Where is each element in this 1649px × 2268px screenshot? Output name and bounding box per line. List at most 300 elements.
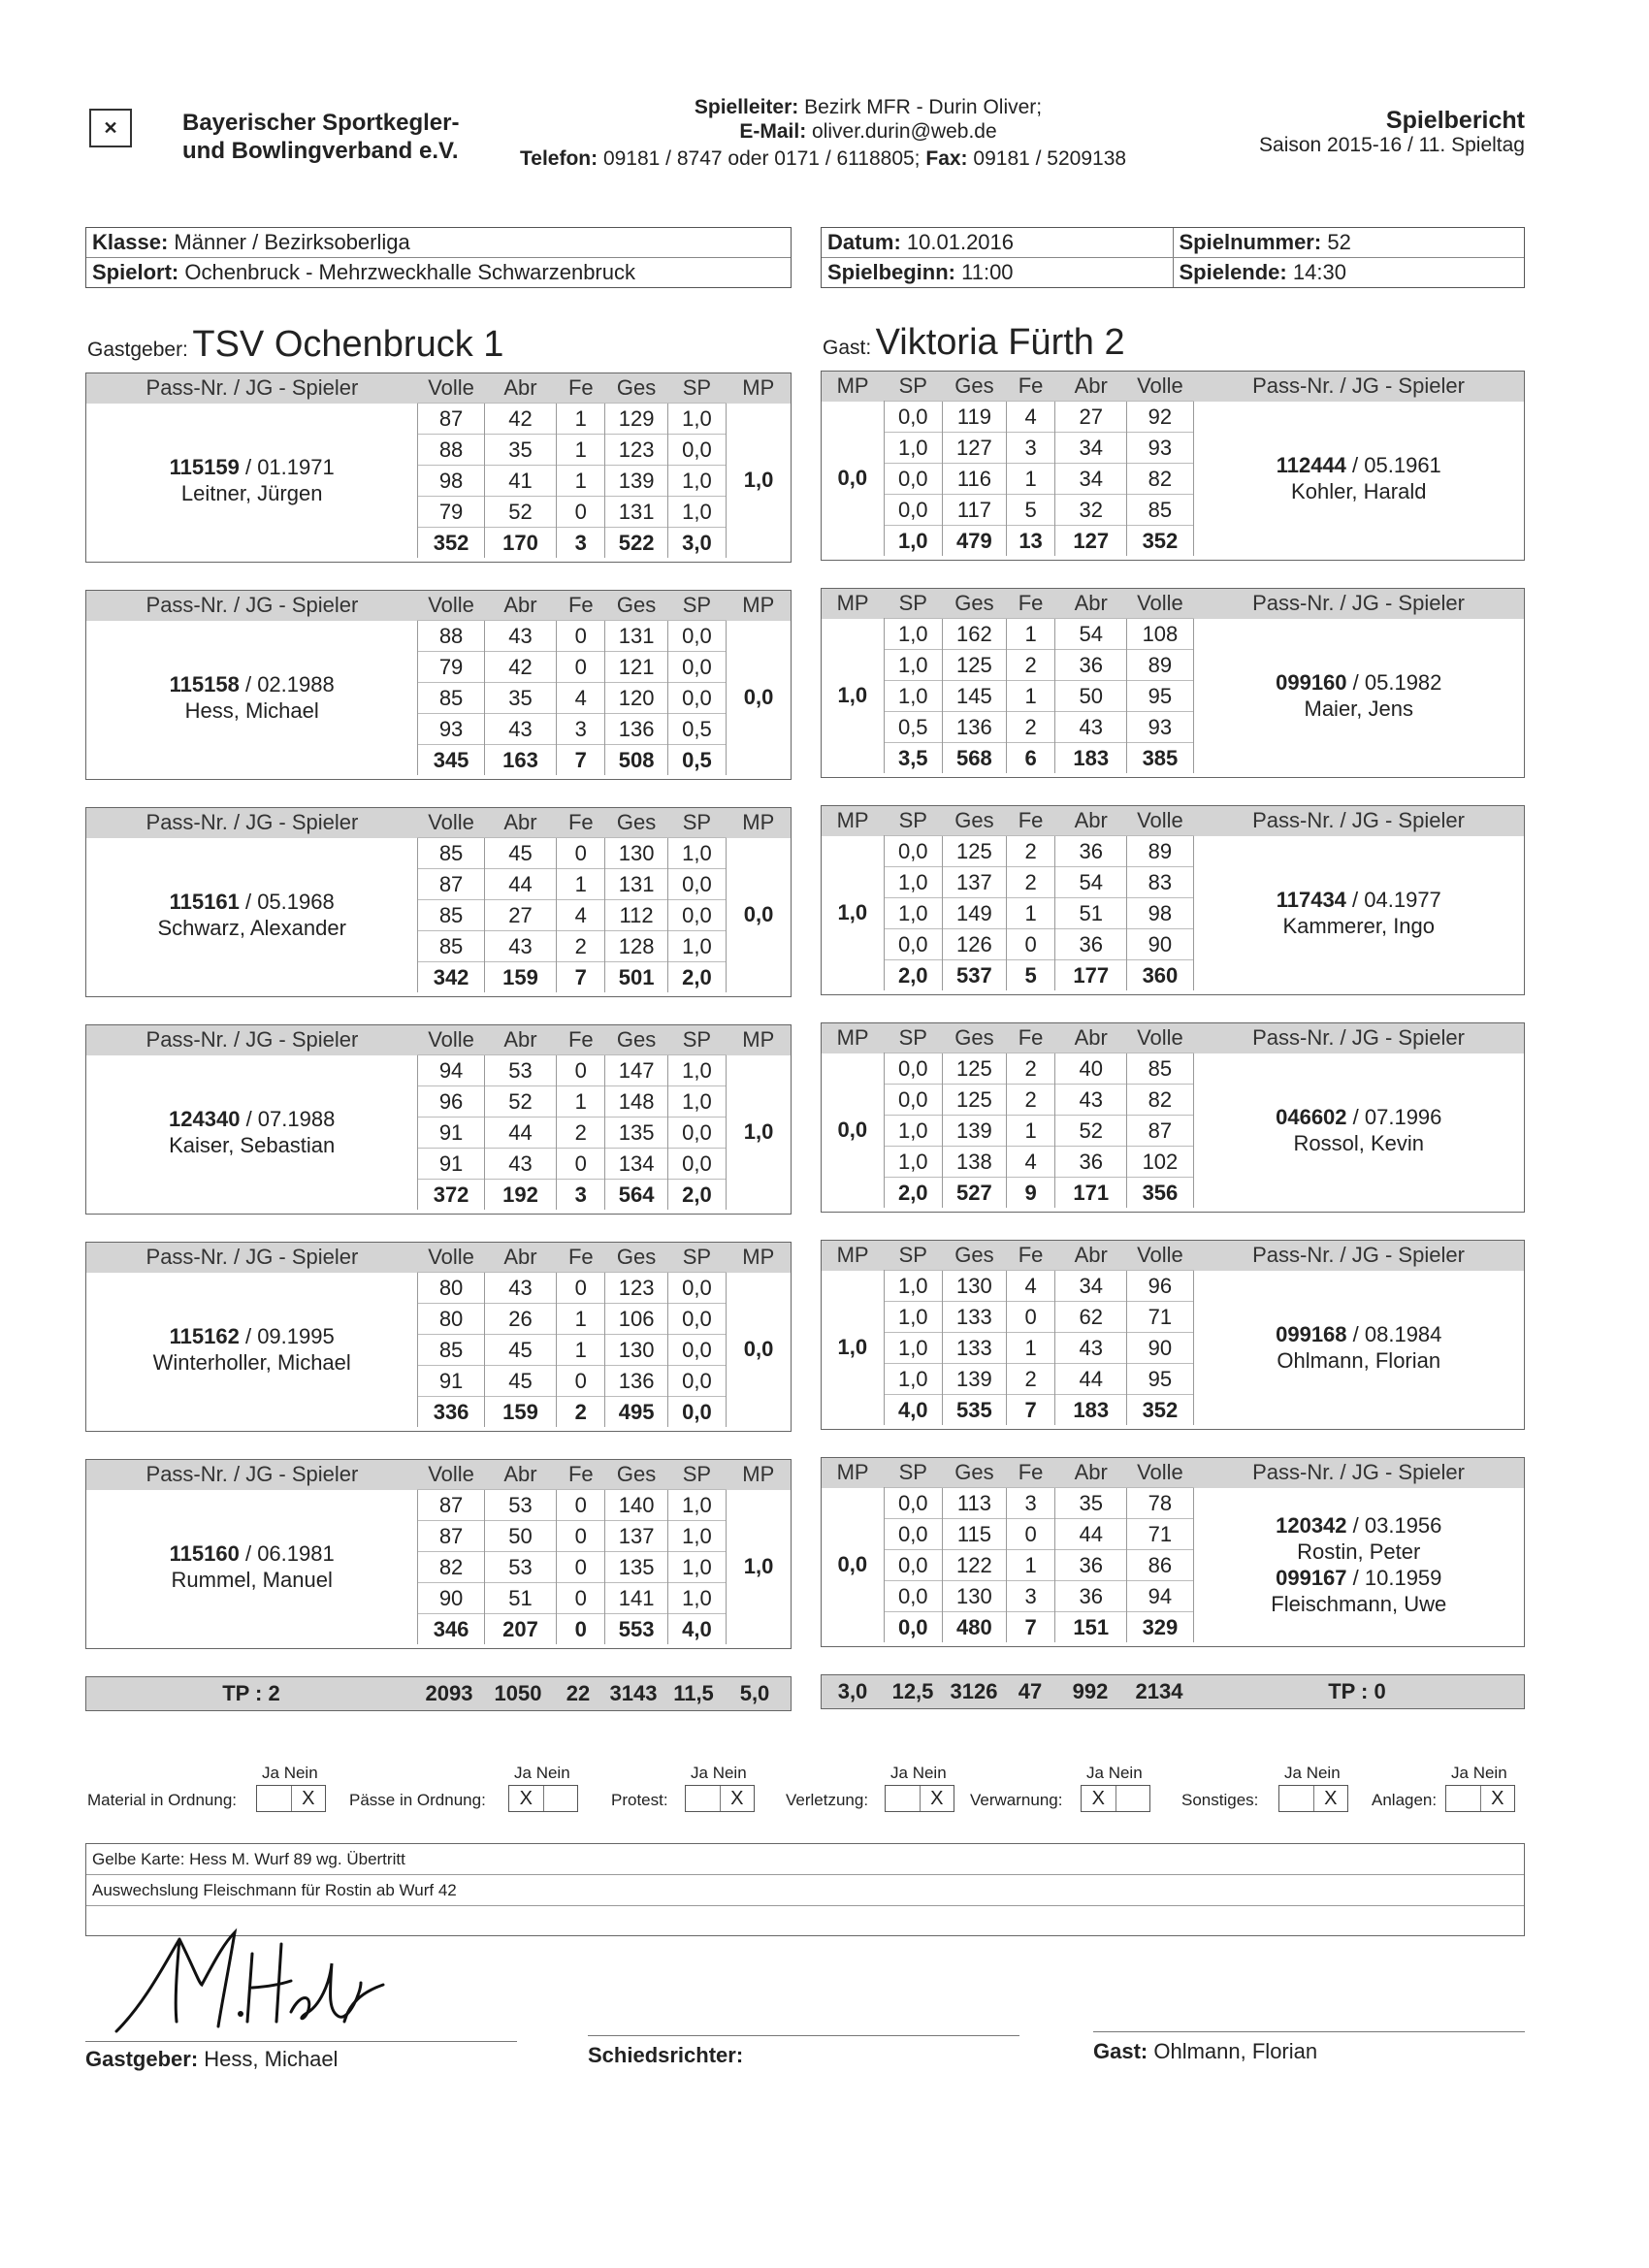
col-player: Pass-Nr. / JG - Spieler	[86, 808, 418, 838]
score-cell: 0,0	[667, 1149, 726, 1180]
guest-player-cell	[1193, 836, 1524, 991]
score-cell: 372	[418, 1180, 484, 1211]
score-cell: 123	[605, 1273, 667, 1304]
score-cell: 116	[942, 464, 1006, 495]
pass-number: 124340	[169, 1107, 241, 1132]
score-cell: 2,0	[884, 960, 942, 991]
score-cell: 2,0	[667, 962, 726, 993]
score-cell: 0	[1007, 1519, 1055, 1550]
col-sp: SP	[667, 1025, 726, 1055]
score-cell: 4,0	[667, 1614, 726, 1645]
score-cell: 0,0	[667, 869, 726, 900]
col-mp: MP	[727, 591, 791, 621]
score-cell: 86	[1127, 1550, 1193, 1581]
ja-box[interactable]	[257, 1786, 291, 1811]
score-cell: 36	[1055, 836, 1127, 867]
score-cell: 62	[1055, 1302, 1127, 1333]
col-player: Pass-Nr. / JG - Spieler	[86, 591, 418, 621]
col-mp: MP	[727, 1243, 791, 1273]
table-row	[822, 836, 1524, 867]
col-fe: Fe	[557, 1460, 605, 1490]
score-cell: 94	[1127, 1581, 1193, 1612]
pass-number: 099168	[1276, 1322, 1347, 1347]
col-ges: Ges	[605, 1243, 667, 1273]
score-cell: 41	[484, 466, 556, 497]
score-cell: 95	[1127, 681, 1193, 712]
match-points: 0,0	[822, 1488, 884, 1643]
guest-player-table	[822, 1023, 1524, 1208]
home-player-cell	[86, 838, 418, 993]
home-player-table	[86, 1243, 791, 1427]
score-cell: 85	[1127, 1053, 1193, 1085]
score-cell: 183	[1055, 1395, 1127, 1426]
score-cell: 568	[942, 743, 1006, 774]
col-sp: SP	[667, 373, 726, 404]
spielbeginn-value: 11:00	[961, 260, 1014, 284]
score-cell: 106	[605, 1304, 667, 1335]
table-row	[86, 1055, 791, 1086]
score-cell: 1,0	[884, 898, 942, 929]
score-cell: 54	[1055, 867, 1127, 898]
score-cell: 2,0	[667, 1180, 726, 1211]
home-signature-label: Gastgeber: Hess, Michael	[85, 2047, 339, 2071]
nein-box[interactable]: X	[920, 1786, 954, 1811]
spielende-value: 14:30	[1292, 260, 1346, 284]
home-tp: TP : 2	[222, 1681, 280, 1705]
match-points: 0,0	[727, 621, 791, 776]
score-cell: 0	[557, 1273, 605, 1304]
score-cell: 137	[942, 867, 1006, 898]
nein-box[interactable]: X	[720, 1786, 755, 1811]
score-cell: 0	[557, 1521, 605, 1552]
guest-player-block	[821, 588, 1525, 778]
yes-no-checkbox[interactable]	[1278, 1785, 1348, 1812]
score-cell: 42	[484, 404, 556, 435]
home-team-title: Gastgeber: TSV Ochenbruck 1	[87, 324, 504, 365]
score-cell: 159	[484, 1397, 556, 1428]
score-cell: 85	[418, 1335, 484, 1366]
col-abr: Abr	[484, 1243, 556, 1273]
col-sp: SP	[667, 591, 726, 621]
col-volle: Volle	[418, 373, 484, 404]
score-cell: 35	[1055, 1488, 1127, 1519]
score-cell: 177	[1055, 960, 1127, 991]
yes-no-checkbox[interactable]	[1445, 1785, 1515, 1812]
score-cell: 1,0	[884, 681, 942, 712]
score-cell: 345	[418, 745, 484, 776]
score-cell: 85	[418, 900, 484, 931]
score-cell: 0,0	[667, 1366, 726, 1397]
score-cell: 26	[484, 1304, 556, 1335]
col-volle: Volle	[1127, 589, 1193, 619]
pass-number: 120342	[1276, 1513, 1347, 1539]
score-cell: 130	[605, 1335, 667, 1366]
score-cell: 45	[484, 838, 556, 869]
col-mp: MP	[727, 808, 791, 838]
col-fe: Fe	[557, 808, 605, 838]
score-cell: 90	[1127, 1333, 1193, 1364]
home-player-table	[86, 1025, 791, 1210]
home-player-cell	[86, 621, 418, 776]
score-cell: 508	[605, 745, 667, 776]
spielnummer-value: 52	[1327, 230, 1351, 254]
col-sp: SP	[884, 1458, 942, 1488]
checkbox-label: Protest:	[611, 1791, 668, 1809]
table-row	[86, 404, 791, 435]
match-points: 1,0	[822, 836, 884, 991]
guest-player-cell	[1193, 619, 1524, 774]
score-cell: 0	[1007, 1302, 1055, 1333]
score-cell: 129	[605, 404, 667, 435]
score-cell: 1	[1007, 1333, 1055, 1364]
score-cell: 125	[942, 1085, 1006, 1116]
col-abr: Abr	[1055, 589, 1127, 619]
nein-box[interactable]	[1116, 1786, 1150, 1811]
home-player-block	[85, 373, 792, 563]
score-cell: 0,5	[667, 714, 726, 745]
col-player: Pass-Nr. / JG - Spieler	[86, 1243, 418, 1273]
pass-number: 046602	[1276, 1105, 1347, 1130]
score-cell: 52	[1055, 1116, 1127, 1147]
col-ges: Ges	[942, 372, 1006, 402]
score-cell: 136	[605, 714, 667, 745]
score-cell: 27	[1055, 402, 1127, 433]
score-cell: 79	[418, 652, 484, 683]
col-fe: Fe	[1007, 806, 1055, 836]
score-cell: 0,0	[667, 1335, 726, 1366]
score-cell: 44	[1055, 1519, 1127, 1550]
score-cell: 51	[484, 1583, 556, 1614]
saison-line: Saison 2015-16 / 11. Spieltag	[1259, 134, 1525, 156]
score-cell: 6	[1007, 743, 1055, 774]
score-cell: 120	[605, 683, 667, 714]
score-cell: 128	[605, 931, 667, 962]
score-cell: 139	[942, 1364, 1006, 1395]
score-cell: 2	[1007, 1053, 1055, 1085]
score-cell: 85	[418, 931, 484, 962]
guest-player-table	[822, 1241, 1524, 1425]
score-cell: 1	[1007, 898, 1055, 929]
yes-no-checkbox[interactable]	[885, 1785, 954, 1812]
birth-date: / 09.1995	[244, 1324, 335, 1349]
score-cell: 0	[557, 838, 605, 869]
score-cell: 0	[557, 1583, 605, 1614]
col-sp: SP	[667, 808, 726, 838]
score-cell: 352	[1127, 526, 1193, 557]
nein-box[interactable]: X	[1480, 1786, 1515, 1811]
score-cell: 3	[557, 1180, 605, 1211]
col-player: Pass-Nr. / JG - Spieler	[86, 373, 418, 404]
score-cell: 44	[484, 869, 556, 900]
score-cell: 1,0	[884, 1364, 942, 1395]
player-name: Kammerer, Ingo	[1282, 914, 1436, 939]
score-cell: 1,0	[884, 1271, 942, 1302]
score-cell: 131	[605, 497, 667, 528]
match-points: 1,0	[822, 619, 884, 774]
score-cell: 36	[1055, 1147, 1127, 1178]
yes-no-checkbox[interactable]	[685, 1785, 755, 1812]
col-volle: Volle	[1127, 1458, 1193, 1488]
score-cell: 138	[942, 1147, 1006, 1178]
score-cell: 91	[418, 1118, 484, 1149]
col-ges: Ges	[942, 589, 1006, 619]
ja-box[interactable]	[686, 1786, 720, 1811]
score-cell: 43	[484, 1149, 556, 1180]
score-cell: 183	[1055, 743, 1127, 774]
nein-box[interactable]	[543, 1786, 578, 1811]
score-cell: 147	[605, 1055, 667, 1086]
col-fe: Fe	[1007, 1458, 1055, 1488]
score-cell: 45	[484, 1335, 556, 1366]
col-sp: SP	[884, 1241, 942, 1271]
birth-date: / 05.1982	[1352, 670, 1442, 696]
score-cell: 50	[484, 1521, 556, 1552]
score-cell: 0	[557, 1490, 605, 1521]
score-cell: 0,0	[667, 683, 726, 714]
score-cell: 1,0	[667, 1086, 726, 1118]
yes-no-checkbox[interactable]	[508, 1785, 578, 1812]
col-fe: Fe	[557, 591, 605, 621]
score-cell: 495	[605, 1397, 667, 1428]
col-mp: MP	[822, 1241, 884, 1271]
score-cell: 135	[605, 1552, 667, 1583]
score-cell: 88	[418, 435, 484, 466]
score-cell: 3,0	[667, 528, 726, 559]
score-cell: 2	[1007, 650, 1055, 681]
score-cell: 133	[942, 1302, 1006, 1333]
nein-box[interactable]: X	[291, 1786, 326, 1811]
score-cell: 13	[1007, 526, 1055, 557]
score-cell: 7	[1007, 1612, 1055, 1643]
score-cell: 0,0	[884, 1581, 942, 1612]
score-cell: 0,0	[667, 435, 726, 466]
score-cell: 139	[605, 466, 667, 497]
score-cell: 1,0	[884, 619, 942, 650]
score-cell: 1	[557, 435, 605, 466]
score-cell: 119	[942, 402, 1006, 433]
player-name: Fleischmann, Uwe	[1271, 1592, 1447, 1617]
score-cell: 50	[1055, 681, 1127, 712]
score-cell: 537	[942, 960, 1006, 991]
nein-box[interactable]: X	[1313, 1786, 1348, 1811]
score-cell: 1	[557, 1304, 605, 1335]
score-cell: 136	[605, 1366, 667, 1397]
col-mp: MP	[822, 806, 884, 836]
score-cell: 1,0	[667, 404, 726, 435]
birth-date: / 06.1981	[244, 1541, 335, 1567]
score-cell: 0,0	[884, 929, 942, 960]
score-cell: 0,5	[667, 745, 726, 776]
col-volle: Volle	[418, 591, 484, 621]
score-cell: 171	[1055, 1178, 1127, 1209]
score-cell: 45	[484, 1366, 556, 1397]
player-name: Ohlmann, Florian	[1277, 1348, 1441, 1374]
guest-signature-label: Gast: Ohlmann, Florian	[1093, 2039, 1318, 2063]
pass-number: 115160	[169, 1541, 240, 1567]
guest-team-name: Viktoria Fürth 2	[875, 322, 1125, 363]
score-cell: 564	[605, 1180, 667, 1211]
score-cell: 1,0	[884, 867, 942, 898]
col-abr: Abr	[484, 591, 556, 621]
score-cell: 0	[557, 1055, 605, 1086]
score-cell: 1	[1007, 1550, 1055, 1581]
document-title: Spielbericht	[1385, 107, 1525, 134]
score-cell: 85	[1127, 495, 1193, 526]
score-cell: 135	[605, 1118, 667, 1149]
score-cell: 5	[1007, 960, 1055, 991]
score-cell: 85	[418, 683, 484, 714]
home-team-name: TSV Ochenbruck 1	[192, 324, 504, 365]
score-cell: 0,0	[667, 652, 726, 683]
spielleiter-value: Bezirk MFR - Durin Oliver;	[804, 96, 1043, 118]
score-cell: 0,0	[884, 402, 942, 433]
score-cell: 87	[418, 869, 484, 900]
score-cell: 3,5	[884, 743, 942, 774]
score-cell: 108	[1127, 619, 1193, 650]
score-cell: 43	[1055, 1333, 1127, 1364]
home-signature-line	[85, 2041, 517, 2042]
score-cell: 3	[1007, 1488, 1055, 1519]
col-abr: Abr	[1055, 806, 1127, 836]
score-cell: 0	[557, 652, 605, 683]
guest-player-block	[821, 1457, 1525, 1647]
col-volle: Volle	[418, 1460, 484, 1490]
home-totals: TP : 2 2093 1050 22 3143 11,5 5,0	[85, 1676, 792, 1711]
score-cell: 148	[605, 1086, 667, 1118]
score-cell: 553	[605, 1614, 667, 1645]
match-points: 0,0	[822, 1053, 884, 1209]
score-cell: 0,0	[667, 900, 726, 931]
guest-player-table	[822, 372, 1524, 556]
ja-box[interactable]: X	[519, 1788, 533, 1809]
birth-date: / 04.1977	[1352, 888, 1441, 913]
player-name: Leitner, Jürgen	[180, 481, 323, 506]
score-cell: 163	[484, 745, 556, 776]
col-sp: SP	[884, 589, 942, 619]
guest-player-cell	[1193, 1488, 1524, 1643]
score-cell: 1,0	[667, 1055, 726, 1086]
score-cell: 149	[942, 898, 1006, 929]
score-cell: 52	[484, 497, 556, 528]
score-cell: 82	[1127, 464, 1193, 495]
score-cell: 7	[557, 962, 605, 993]
col-fe: Fe	[1007, 589, 1055, 619]
score-cell: 3	[1007, 1581, 1055, 1612]
score-cell: 480	[942, 1612, 1006, 1643]
birth-date: / 05.1968	[244, 890, 335, 915]
score-cell: 27	[484, 900, 556, 931]
col-ges: Ges	[942, 1241, 1006, 1271]
guest-player-block	[821, 1022, 1525, 1213]
score-cell: 125	[942, 650, 1006, 681]
score-cell: 0,5	[884, 712, 942, 743]
score-cell: 130	[605, 838, 667, 869]
col-abr: Abr	[1055, 372, 1127, 402]
birth-date: / 08.1984	[1352, 1322, 1442, 1347]
score-cell: 87	[418, 404, 484, 435]
yes-no-checkbox[interactable]	[256, 1785, 326, 1812]
score-cell: 134	[605, 1149, 667, 1180]
checkbox-label: Sonstiges:	[1181, 1791, 1259, 1809]
telefon-line: Telefon: 09181 / 8747 oder 0171 / 6118805; Fax: 09181 / 5209138	[520, 147, 1127, 170]
score-cell: 0,0	[667, 1118, 726, 1149]
player-name: Kohler, Harald	[1291, 479, 1427, 504]
score-cell: 80	[418, 1273, 484, 1304]
col-abr: Abr	[484, 808, 556, 838]
score-cell: 329	[1127, 1612, 1193, 1643]
ja-box[interactable]	[886, 1786, 920, 1811]
score-cell: 89	[1127, 836, 1193, 867]
col-mp: MP	[727, 373, 791, 404]
score-cell: 85	[418, 838, 484, 869]
score-cell: 113	[942, 1488, 1006, 1519]
home-player-block	[85, 1459, 792, 1649]
score-cell: 4	[1007, 402, 1055, 433]
home-player-block	[85, 807, 792, 997]
match-points: 0,0	[727, 1273, 791, 1428]
score-cell: 1	[557, 466, 605, 497]
remark-line: Auswechslung Fleischmann für Rostin ab Wurf 42	[86, 1875, 1524, 1906]
col-abr: Abr	[484, 373, 556, 404]
col-mp: MP	[727, 1025, 791, 1055]
score-cell: 2	[557, 1397, 605, 1428]
score-cell: 98	[1127, 898, 1193, 929]
pass-number: 115158	[169, 672, 240, 697]
ja-box[interactable]	[1279, 1786, 1313, 1811]
table-row	[86, 621, 791, 652]
score-cell: 0,0	[667, 1304, 726, 1335]
score-cell: 88	[418, 621, 484, 652]
table-row	[822, 1053, 1524, 1085]
score-cell: 44	[484, 1118, 556, 1149]
score-cell: 115	[942, 1519, 1006, 1550]
score-cell: 2	[557, 931, 605, 962]
score-cell: 44	[1055, 1364, 1127, 1395]
score-cell: 87	[418, 1490, 484, 1521]
table-row	[822, 1271, 1524, 1302]
score-cell: 36	[1055, 650, 1127, 681]
bskv-logo-icon: ✕	[89, 109, 132, 147]
ja-box[interactable]: X	[1091, 1788, 1105, 1809]
col-ges: Ges	[605, 373, 667, 404]
col-abr: Abr	[1055, 1458, 1127, 1488]
col-ges: Ges	[605, 808, 667, 838]
match-points: 1,0	[822, 1271, 884, 1426]
score-cell: 36	[1055, 1550, 1127, 1581]
score-cell: 4	[1007, 1147, 1055, 1178]
score-cell: 4	[557, 683, 605, 714]
birth-date: / 07.1996	[1352, 1105, 1442, 1130]
yes-no-checkbox[interactable]	[1081, 1785, 1150, 1812]
score-cell: 385	[1127, 743, 1193, 774]
score-cell: 82	[418, 1552, 484, 1583]
col-volle: Volle	[418, 808, 484, 838]
score-cell: 479	[942, 526, 1006, 557]
guest-player-cell	[1193, 1053, 1524, 1209]
score-cell: 352	[1127, 1395, 1193, 1426]
match-points: 1,0	[727, 404, 791, 559]
ja-box[interactable]	[1446, 1786, 1480, 1811]
score-cell: 140	[605, 1490, 667, 1521]
guest-signature-line	[1093, 2031, 1525, 2032]
score-cell: 1,0	[884, 526, 942, 557]
score-cell: 4	[1007, 1271, 1055, 1302]
score-cell: 1,0	[667, 466, 726, 497]
checkbox-label: Verletzung:	[786, 1791, 869, 1809]
score-cell: 52	[484, 1086, 556, 1118]
score-cell: 360	[1127, 960, 1193, 991]
score-cell: 90	[1127, 929, 1193, 960]
